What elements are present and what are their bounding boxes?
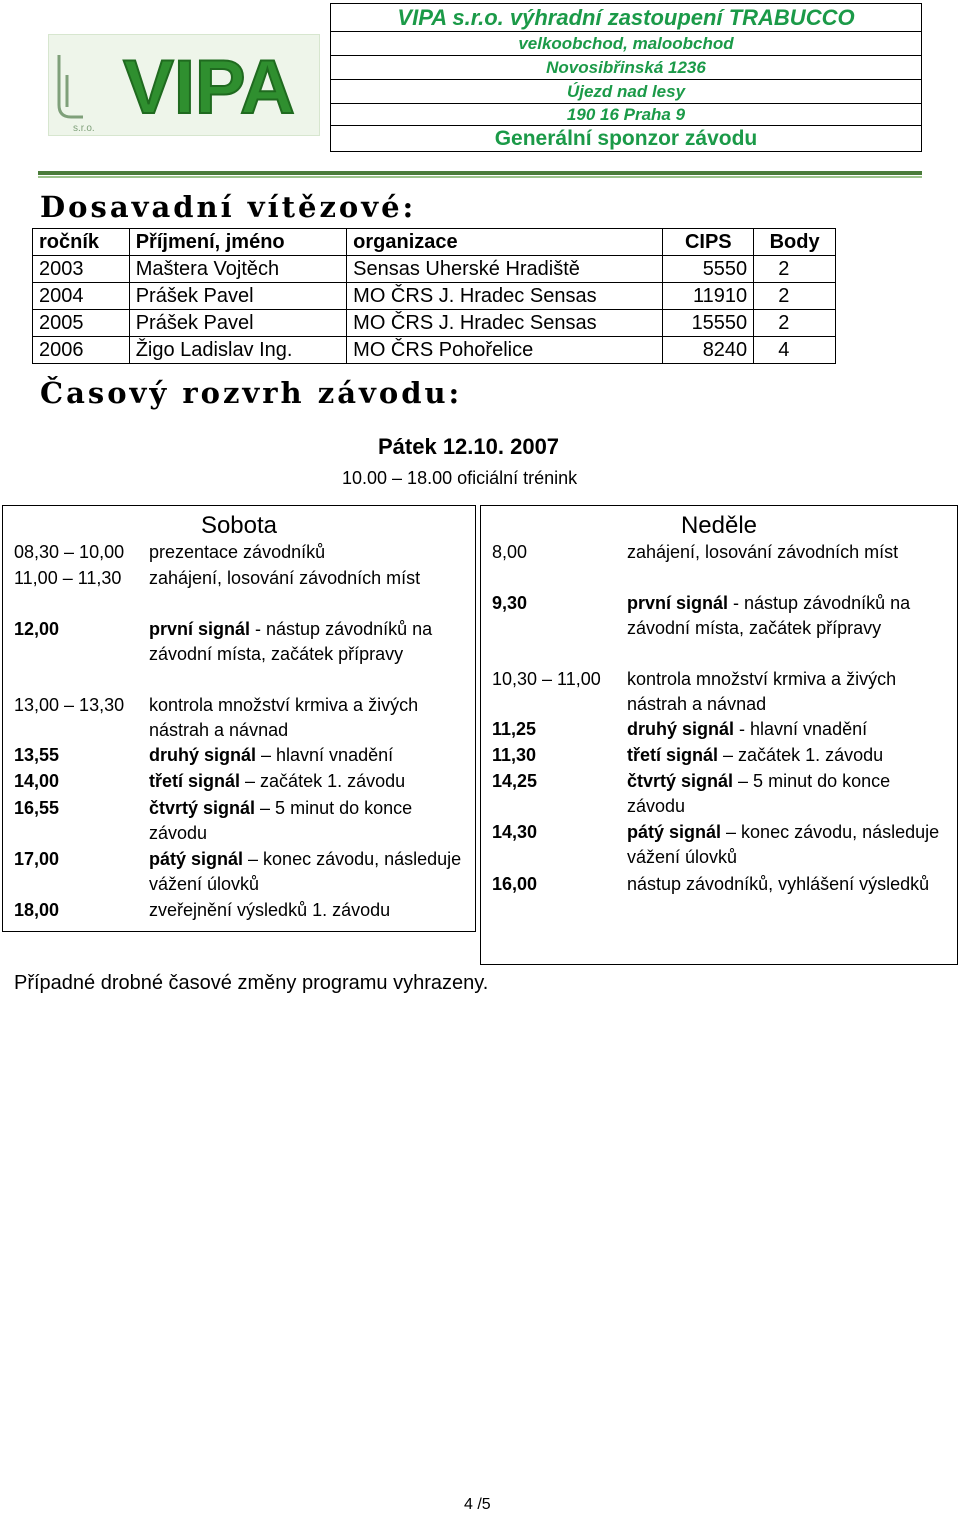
cell-points: 2 [754,256,836,283]
schedule-time: 11,30 [492,745,537,765]
cell-org: Sensas Uherské Hradiště [347,256,663,283]
schedule-desc: druhý signál – hlavní vnadění [149,745,394,765]
signal-label: první signál [627,593,729,613]
sponsor-line-role: Generální sponzor závodu [494,127,758,150]
sponsor-box [330,3,922,152]
cell-points: 4 [754,337,836,364]
schedule-desc: prezentace závodníků [149,542,326,562]
signal-label: první signál [149,619,251,639]
signal-label: čtvrtý signál [149,798,256,818]
table-row [33,283,836,310]
col-points: Body [754,229,836,256]
schedule-time: 17,00 [14,849,60,869]
schedule-time: 10,30 – 11,00 [492,669,601,689]
schedule-desc: pátý signál – konec závodu, následuje vážení úlovků [627,822,940,867]
winners-table [32,228,836,364]
winners-header-row [33,229,836,256]
cell-name: Prášek Pavel [129,283,346,310]
schedule-desc: první signál - nástup závodníků na závodní místa, začátek přípravy [627,593,911,638]
signal-label: třetí signál [627,745,719,765]
cell-year: 2003 [33,256,130,283]
schedule-heading: Časový rozvrh závodu: [40,376,463,410]
saturday-box [2,505,476,932]
schedule-time: 11,25 [492,719,537,739]
table-row [33,310,836,337]
col-year: ročník [33,229,130,256]
schedule-desc: zahájení, losování závodních míst [149,568,421,588]
schedule-desc: první signál - nástup závodníků na závodní místa, začátek přípravy [149,619,433,664]
cell-year: 2005 [33,310,130,337]
schedule-desc: zveřejnění výsledků 1. závodu [149,900,391,920]
signal-label: pátý signál [149,849,244,869]
cell-cips: 8240 [663,337,754,364]
schedule-time: 18,00 [14,900,60,920]
schedule-desc: kontrola množství krmiva a živých nástrah a návnad [627,669,897,714]
sponsor-line-district: Újezd nad lesy [331,80,921,104]
logo-subtitle: s.r.o. [73,123,95,134]
cell-org: MO ČRS J. Hradec Sensas [347,283,663,310]
signal-label: druhý signál [627,719,735,739]
logo-wordmark: VIPA [123,45,295,130]
page-number: 4 /5 [464,1496,491,1513]
signal-label: čtvrtý signál [627,771,734,791]
schedule-desc: třetí signál – začátek 1. závodu [149,771,406,791]
schedule-time: 13,55 [14,745,60,765]
cell-year: 2006 [33,337,130,364]
schedule-desc: druhý signál - hlavní vnadění [627,719,868,739]
cell-name: Maštera Vojtěch [129,256,346,283]
table-row [33,256,836,283]
schedule-desc: čtvrtý signál – 5 minut do konce závodu [627,771,891,816]
signal-label: třetí signál [149,771,241,791]
sunday-title: Neděle [680,512,758,539]
schedule-time: 12,00 [14,619,60,639]
schedule-time: 8,00 [492,542,528,562]
schedule-time: 14,00 [14,771,60,791]
friday-event: 10.00 – 18.00 oficiální trénink [342,468,578,488]
schedule-time: 16,00 [492,874,538,894]
cell-cips: 5550 [663,256,754,283]
table-row [33,337,836,364]
cell-cips: 15550 [663,310,754,337]
sunday-box [480,505,958,965]
schedule-time: 16,55 [14,798,60,818]
cell-org: MO ČRS Pohořelice [347,337,663,364]
vipa-logo [48,34,320,136]
divider-rule [38,171,922,175]
schedule-desc: nástup závodníků, vyhlášení výsledků [627,874,930,894]
schedule-desc: pátý signál – konec závodu, následuje vážení úlovků [149,849,462,894]
signal-label: pátý signál [627,822,722,842]
cell-points: 2 [754,310,836,337]
winners-heading: Dosavadní vítězové: [40,190,417,224]
schedule-note: Případné drobné časové změny programu vyhrazeny. [14,972,489,994]
sponsor-line-business: velkoobchod, maloobchod [331,32,921,56]
cell-points: 2 [754,283,836,310]
cell-year: 2004 [33,283,130,310]
cell-name: Prášek Pavel [129,310,346,337]
sponsor-line-city: 190 16 Praha 9 [331,104,921,126]
cell-cips: 11910 [663,283,754,310]
schedule-time: 08,30 – 10,00 [14,542,125,562]
saturday-title: Sobota [200,512,278,539]
schedule-time: 13,00 – 13,30 [14,695,125,715]
cell-org: MO ČRS J. Hradec Sensas [347,310,663,337]
col-org: organizace [347,229,663,256]
sponsor-line-company: VIPA s.r.o. výhradní zastoupení TRABUCCO [331,4,921,32]
cell-name: Žigo Ladislav Ing. [129,337,346,364]
schedule-time: 11,00 – 11,30 [14,568,122,588]
sponsor-line-street: Novosibřinská 1236 [331,56,921,80]
friday-date: Pátek 12.10. 2007 [378,434,560,459]
schedule-time: 14,25 [492,771,538,791]
signal-label: druhý signál [149,745,257,765]
col-name: Příjmení, jméno [129,229,346,256]
schedule-time: 9,30 [492,593,528,613]
schedule-desc: zahájení, losování závodních míst [627,542,899,562]
schedule-desc: třetí signál – začátek 1. závodu [627,745,884,765]
divider-rule-light [38,176,922,178]
col-cips: CIPS [663,229,754,256]
schedule-desc: čtvrtý signál – 5 minut do konce závodu [149,798,413,843]
schedule-time: 14,30 [492,822,538,842]
schedule-desc: kontrola množství krmiva a živých nástrah a návnad [149,695,419,740]
